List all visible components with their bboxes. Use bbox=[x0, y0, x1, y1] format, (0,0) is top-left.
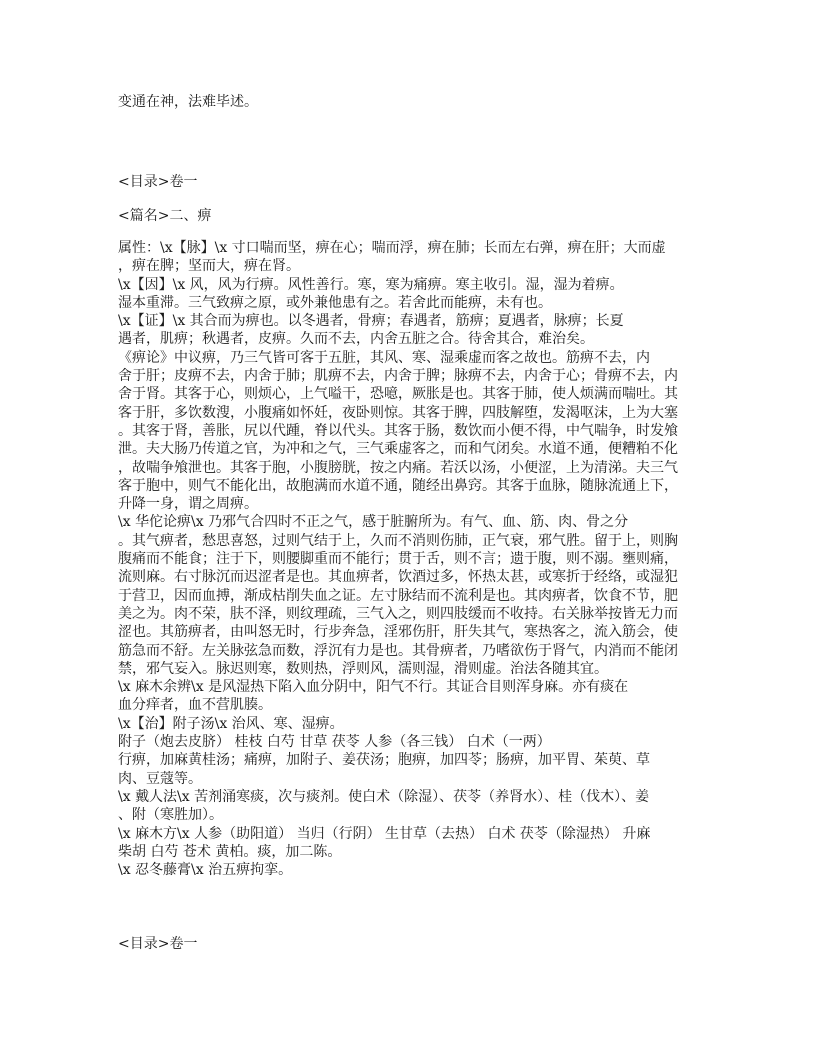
text-line: 、附（寒胜加）。 bbox=[118, 807, 223, 824]
text-line: 舍于肾。其客于心，则烦心，上气嗌干，恐噫，厥胀是也。其客于肺，使人烦满而喘吐。其 bbox=[118, 386, 678, 403]
text-line: 血分痒者，血不营肌腠。 bbox=[118, 697, 272, 714]
text-line: 于营卫，因而血搏，渐成枯削失血之证。左寸脉结而不流利是也。其肉痹者，饮食不节，肥 bbox=[118, 587, 678, 604]
text-line: \x 华佗论痹\x 乃邪气合四时不正之气，感于脏腑所为。有气、血、筋、肉、骨之分 bbox=[118, 514, 629, 531]
toc-heading-bottom: <目录>卷一 bbox=[118, 936, 198, 952]
text-line: 客于肝，多饮数溲，小腹痛如怀妊，夜卧则惊。其客于脾，四肢解堕，发渴呕沫，上为大塞 bbox=[118, 404, 678, 421]
text-line: \x 麻木方\x 人参（助阳道） 当归（行阴） 生甘草（去热） 白术 茯苓（除湿热） 升麻 bbox=[118, 825, 651, 842]
text-line: 湿本重滞。三气致痹之原，或外兼他患有之。若舍此而能痹，未有也。 bbox=[118, 294, 552, 311]
text-line: ，痹在脾；坚而大，痹在肾。 bbox=[118, 258, 300, 275]
intro-line: 变通在神，法难毕述。 bbox=[118, 94, 258, 110]
text-line: 舍于肝；皮痹不去，内舍于肺；肌痹不去，内舍于脾；脉痹不去，内舍于心；骨痹不去，内 bbox=[118, 368, 678, 385]
text-line: 流则麻。右寸脉沉而迟涩者是也。其血痹者，饮酒过多，怀热太甚，或寒折于经络，或湿犯 bbox=[118, 569, 678, 586]
text-line: ，故喘争飧泄也。其客于胞，小腹膀胱，按之内痛。若沃以汤，小便涩，上为清涕。夫三气 bbox=[118, 459, 678, 476]
text-line: 美之为。肉不荣，肤不泽，则纹理疏，三气入之，则四肢缓而不收持。右关脉举按皆无力而 bbox=[118, 605, 678, 622]
text-line: 柴胡 白芍 苍术 黄柏。痰，加二陈。 bbox=[118, 843, 342, 860]
text-line: 行痹，加麻黄桂汤；痛痹，加附子、姜茯汤；胞痹，加四苓；肠痹，加平胃、茱萸、草 bbox=[118, 752, 650, 769]
toc-heading-top: <目录>卷一 bbox=[118, 174, 198, 190]
body-text bbox=[118, 239, 678, 879]
text-line: 筋急而不舒。左关脉弦急而数，浮沉有力是也。其骨痹者，乃嗜欲伤于肾气，内消而不能闭 bbox=[118, 642, 678, 659]
text-line: 附子（炮去皮脐） 桂枝 白芍 甘草 茯苓 人参（各三钱） 白术（一两） bbox=[118, 734, 551, 751]
text-line: \x【因】\x 风，风为行痹。风性善行。寒，寒为痛痹。寒主收引。湿，湿为着痹。 bbox=[118, 276, 624, 293]
text-line: 涩也。其筋痹者，由叫怒无时，行步奔急，淫邪伤肝，肝失其气，寒热客之，流入筋会，使 bbox=[118, 624, 678, 641]
text-line: \x 戴人法\x 苦剂涌寒痰，次与痰剂。使白术（除湿）、茯苓（养肾水）、桂（伐木）、姜 bbox=[118, 788, 650, 805]
text-line: 客于胞中，则气不能化出，故胞满而水道不通，随经出鼻窍。其客于血脉，随脉流通上下， bbox=[118, 477, 678, 494]
text-line: 属性：\x【脉】\x 寸口喘而坚，痹在心；喘而浮，痹在肺；长而左右弹，痹在肝；大而虚 bbox=[118, 240, 666, 256]
text-line: 腹痛而不能食；注于下，则腰脚重而不能行；贯于舌，则不言；遗于腹，则不溺。壅则痛， bbox=[118, 551, 678, 568]
text-line: 遇者，肌痹；秋遇者，皮痹。久而不去，内舍五脏之合。待舍其合，难治矣。 bbox=[118, 331, 594, 348]
text-line: \x【证】\x 其合而为痹也。以冬遇者，骨痹；春遇者，筋痹；夏遇者，脉痹；长夏 bbox=[118, 313, 624, 330]
text-line: 。其客于肾，善胀，尻以代踵，脊以代头。其客于肠，数饮而小便不得，中气喘争，时发飧 bbox=[118, 422, 678, 439]
text-line: 《痹论》中议痹，乃三气皆可客于五脏，其风、寒、湿乘虚而客之故也。筋痹不去，内 bbox=[118, 349, 650, 366]
text-line: 泄。夫大肠乃传道之官，为冲和之气，三气乘虚客之，而和气闭矣。水道不通，便糟粕不化 bbox=[118, 441, 678, 458]
text-line: 升降一身，谓之周痹。 bbox=[118, 496, 258, 513]
text-line: \x 麻木余辨\x 是风湿热下陷入血分阴中，阳气不行。其证合目则浑身麻。亦有痰在 bbox=[118, 679, 629, 696]
text-line: 肉、豆蔻等。 bbox=[118, 770, 202, 787]
text-line: \x 忍冬藤膏\x 治五痹拘挛。 bbox=[118, 862, 293, 879]
text-line: \x【治】附子汤\x 治风、寒、湿痹。 bbox=[118, 715, 344, 732]
text-line: 禁，邪气妄入。脉迟则寒，数则热，浮则风，濡则湿，滑则虚。治法各随其宜。 bbox=[118, 660, 608, 677]
chapter-title: <篇名>二、痹 bbox=[118, 208, 212, 224]
text-line: 。其气痹者，愁思喜怒，过则气结于上，久而不消则伤肺，正气衰，邪气胜。留于上，则胸 bbox=[118, 532, 678, 549]
